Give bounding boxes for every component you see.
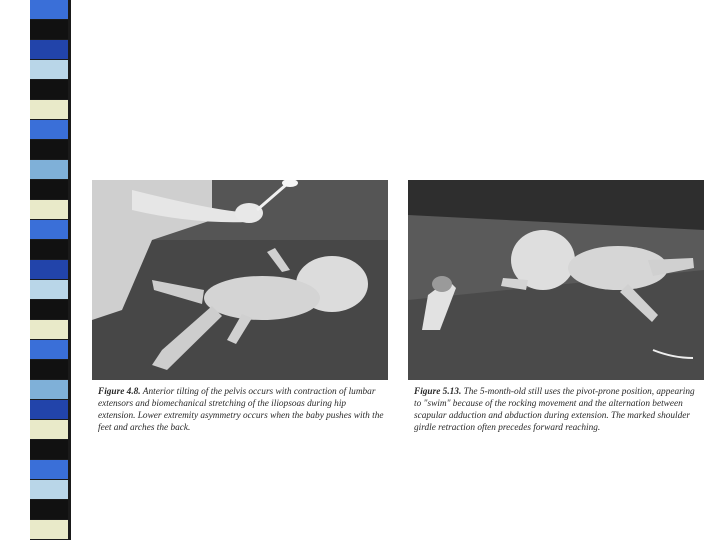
- figure-photo-supine-baby: [92, 180, 388, 380]
- stripe-segment: [30, 340, 68, 360]
- stripe-segment: [30, 220, 68, 240]
- stripe-segment: [30, 460, 68, 480]
- stripe-segment: [30, 240, 68, 260]
- stripe-segment: [30, 360, 68, 380]
- stripe-segment: [30, 260, 68, 280]
- stripe-segment: [30, 380, 68, 400]
- stripe-segment: [30, 180, 68, 200]
- stripe-segment: [30, 0, 68, 20]
- stripe-segment: [30, 280, 68, 300]
- stripe-segment: [30, 480, 68, 500]
- stripe-segment: [30, 60, 68, 80]
- stripe-segment: [30, 100, 68, 120]
- stripe-segment: [30, 420, 68, 440]
- stripe-segment: [30, 500, 68, 520]
- figure-caption: [414, 386, 700, 434]
- figure-photo-prone-baby: [408, 180, 704, 380]
- stripe-segment: [30, 160, 68, 180]
- stripe-segment: [30, 80, 68, 100]
- figure-label: Figure 4.8.: [98, 387, 141, 397]
- figure-caption-text: The 5-month-old still uses the pivot-prone position, appearing to "swim" because of the rocking movement and the alternation between scapular adduction and abduction during extension. The marked shoulder girdle retraction often precedes forward reaching.: [414, 387, 695, 433]
- stripe-segment: [30, 400, 68, 420]
- figure-caption: [98, 386, 384, 434]
- figure-label: Figure 5.13.: [414, 387, 462, 397]
- figure-right: [408, 180, 704, 458]
- stripe-segment: [30, 140, 68, 160]
- stripe-segment: [30, 440, 68, 460]
- stripe-segment: [30, 40, 68, 60]
- stripe-segment: [30, 200, 68, 220]
- figure-left: [92, 180, 388, 458]
- stripe-segment: [30, 120, 68, 140]
- stripe-divider-line: [68, 0, 71, 540]
- stripe-segment: [30, 300, 68, 320]
- stripe-segment: [30, 320, 68, 340]
- stripe-segment: [30, 20, 68, 40]
- stripe-segment: [30, 520, 68, 540]
- decorative-stripe: [30, 0, 68, 540]
- figure-caption-text: Anterior tilting of the pelvis occurs with contraction of lumbar extensors and biomechanical stretching of the iliopsoas during hip extension. Lower extremity asymmetry occurs when the baby pushes with the feet and arches the back.: [98, 387, 384, 433]
